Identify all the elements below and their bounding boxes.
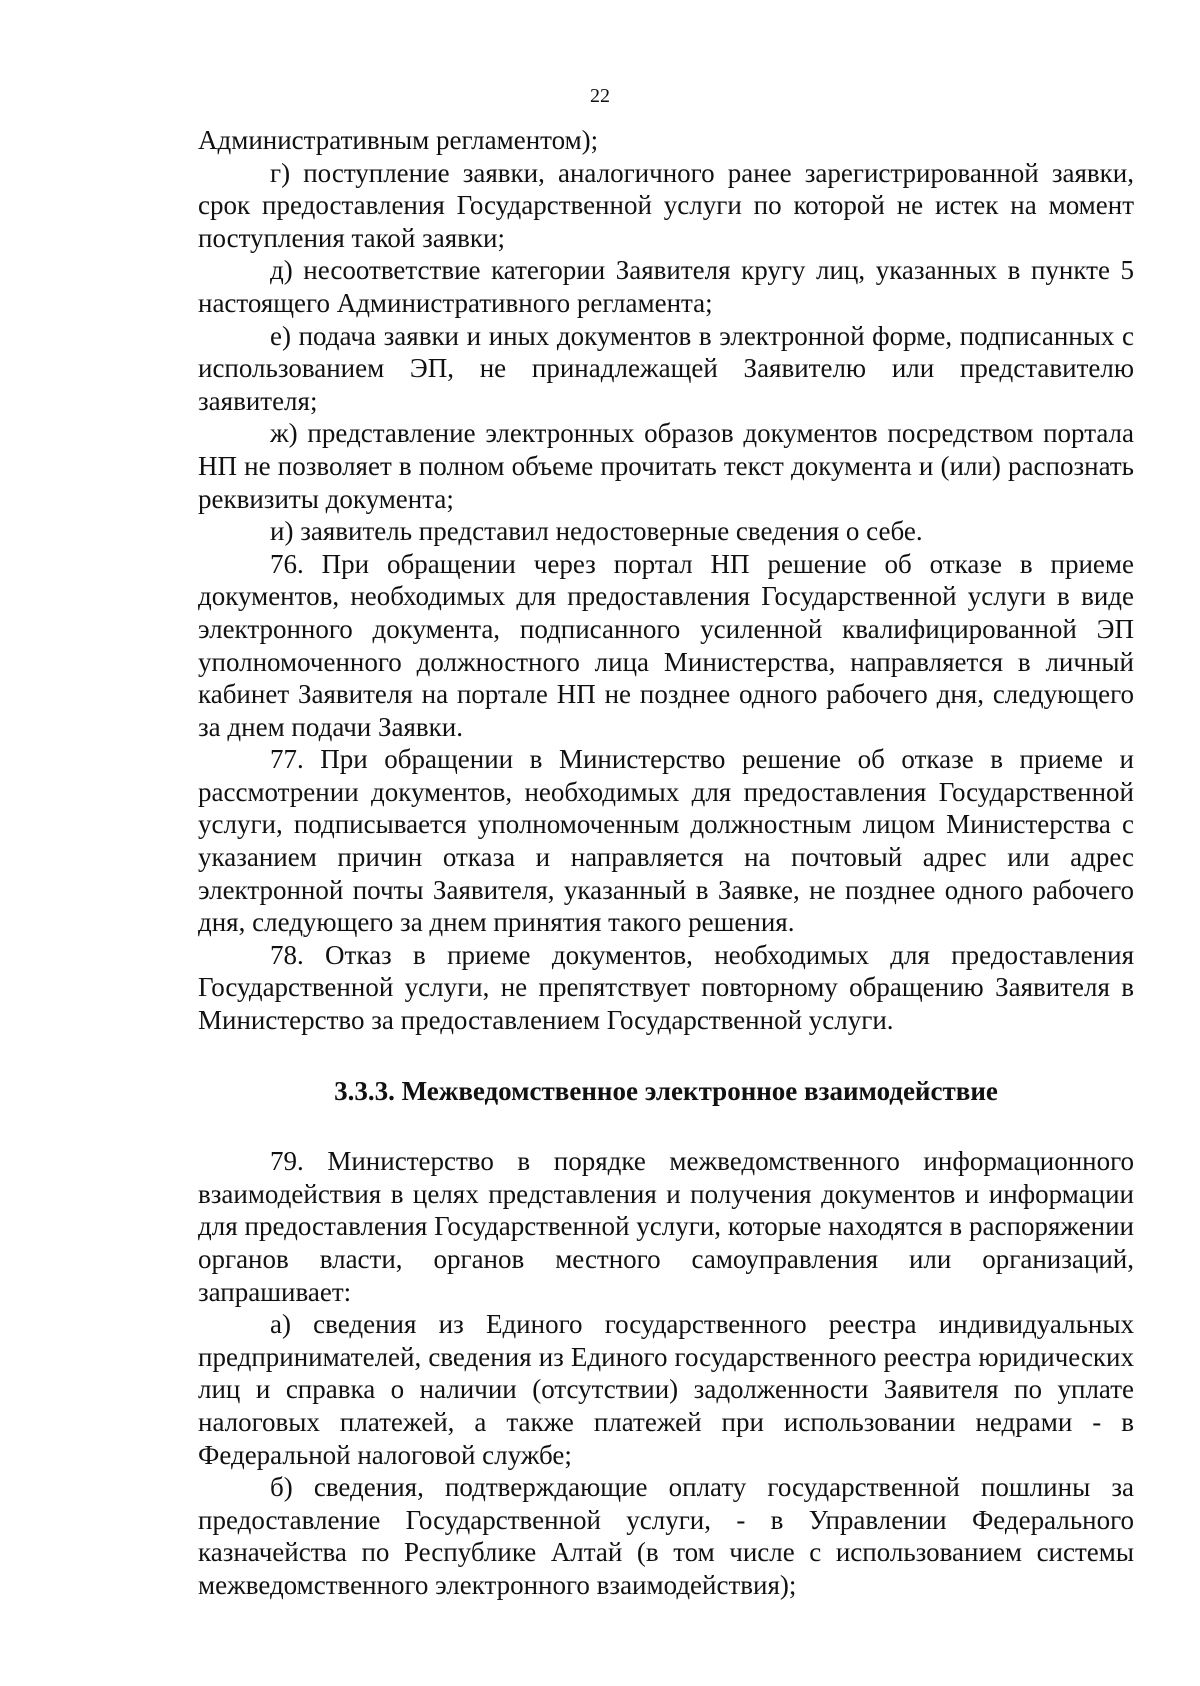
paragraph-77: 77. При обращении в Министерство решение об отказе в приеме и рассмотрении документов, необходимых для предоставления Государственной услуги, подписывается уполномоченным должностным лицом Министерства с указанием причин отказа и направляется на почтовый адрес или адрес электронной почты Заявителя, указанный в Заявке, не позднее одного рабочего дня, следующего за днем принятия такого решения. — [198, 744, 1134, 938]
paragraph-item-d: д) несоответствие категории Заявителя кругу лиц, указанных в пункте 5 настоящего Административного регламента; — [198, 255, 1134, 318]
paragraph-78: 78. Отказ в приеме документов, необходимых для предоставления Государственной услуги, не препятствует повторному обращению Заявителя в Министерство за предоставлением Государственной услуги. — [198, 939, 1134, 1036]
paragraph-item-e: е) подача заявки и иных документов в электронной форме, подписанных с использованием ЭП, не принадлежащей Заявителю или представителю заявителя; — [198, 320, 1134, 416]
paragraph-79: 79. Министерство в порядке межведомственного информационного взаимодействия в целях представления и получения документов и информации для предоставления Государственной услуги, которые находятся в распоряжении органов власти, органов местного самоуправления или организаций, запрашивает: — [198, 1146, 1134, 1307]
section-heading: 3.3.3. Межведомственное электронное взаимодействие — [334, 1075, 998, 1106]
page-number: 22 — [590, 85, 610, 107]
paragraph-76: 76. При обращении через портал НП решение об отказе в приеме документов, необходимых для предоставления Государственной услуги в виде электронного документа, подписанного усиленной квалифицированной ЭП уполномоченного должностного лица Министерства, направляется в личный кабинет Заявителя на портале НП не позднее одного рабочего дня, следующего за днем подачи Заявки. — [198, 548, 1134, 742]
paragraph-item-a: а) сведения из Единого государственного реестра индивидуальных предпринимателей, сведения из Единого государственного реестра юридических лиц и справка о наличии (отсутствии) задолженности Заявителя по уплате налоговых платежей, а также платежей при использовании недрами - в Федеральной налоговой службе; — [198, 1309, 1134, 1470]
paragraph-item-i: и) заявитель представил недостоверные сведения о себе. — [270, 516, 923, 547]
paragraph-item-zh: ж) представление электронных образов документов посредством портала НП не позволяет в полном объеме прочитать текст документа и (или) распознать реквизиты документа; — [198, 418, 1134, 514]
paragraph-continuation: Административным регламентом); — [198, 125, 599, 155]
paragraph-item-b: б) сведения, подтверждающие оплату государственной пошлины за предоставление Государственной услуги, - в Управлении Федерального казначейства по Республике Алтай (в том числе с использованием системы межведомственного электронного взаимодействия); — [198, 1472, 1134, 1600]
document-body — [198, 124, 1134, 1602]
paragraph-item-g: г) поступление заявки, аналогичного ранее зарегистрированной заявки, срок предоставления Государственной услуги по которой не истек на момент поступления такой заявки; — [198, 157, 1134, 253]
